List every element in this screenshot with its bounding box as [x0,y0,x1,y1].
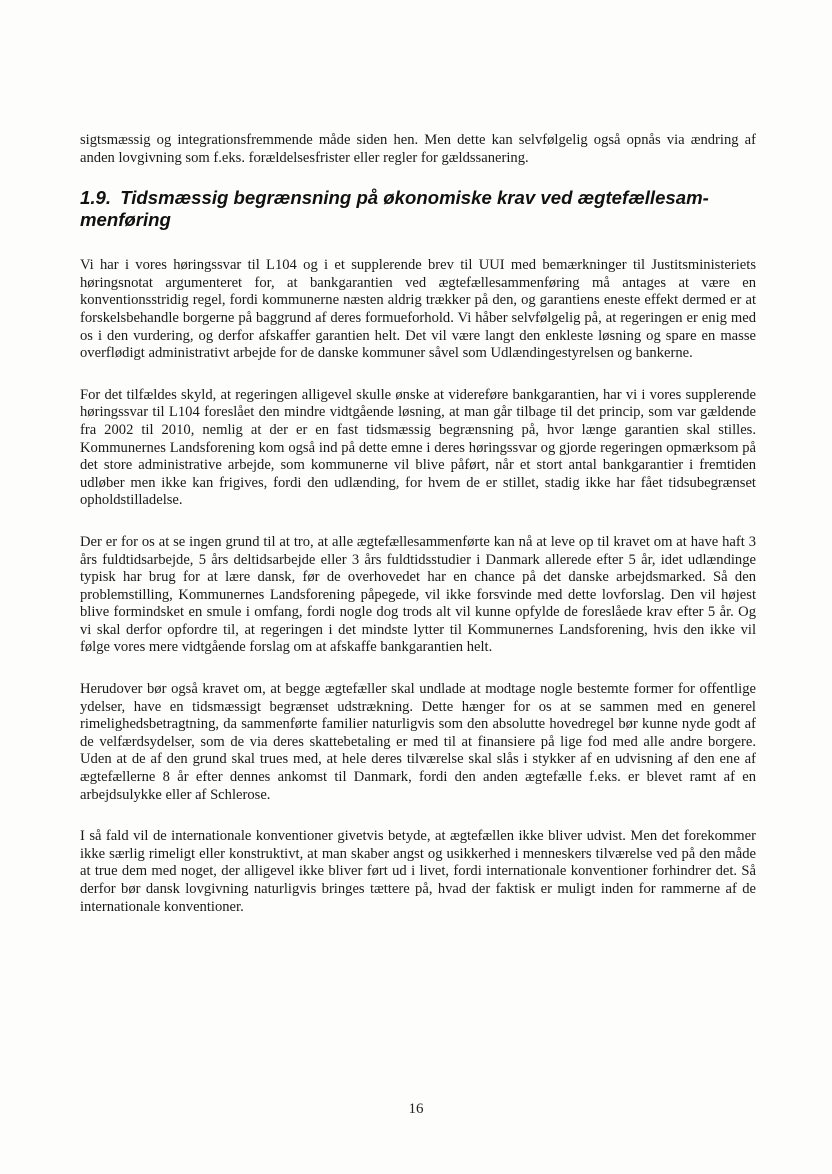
body-paragraph-5: I så fald vil de internationale konventioner givetvis betyde, at ægtefællen ikke bliver udvist. Men det forekommer ikke særlig rimeligt eller konstruktivt, at man skaber angst og usikkerhed i menneskers tilværelse ved på den måde at true dem med noget, der alligevel ikke bliver ført ud i livet, fordi internationale konventioner forhindrer det. Så derfor bør dansk lovgivning naturligvis bringes tættere på, hvad der faktisk er muligt inden for rammerne af de internationale konventioner. [80,828,756,915]
section-heading [80,187,756,231]
body-paragraph-1: Vi har i vores høringssvar til L104 og i et supplerende brev til UUI med bemærkninger til Justitsministeriets høringsnotat argumenteret for, at bankgarantien ved ægtefællesammenføring må antages at være en konventionsstridig regel, fordi kommunerne næsten aldrig trækker på den, og garantiens eneste effekt dermed er at forskelsbehandle borgerne på baggrund af deres formueforhold. Vi håber selvfølgelig på, at regeringen er enig med os i den vurdering, og derfor afskaffer garantien helt. Det vil være langt den enkleste løsning og spare en masse overflødigt administrativt arbejde for de danske kommuner såvel som Udlændingestyrelsen og bankerne. [80,257,756,362]
body-paragraph-3: Der er for os at se ingen grund til at tro, at alle ægtefællesammenførte kan nå at leve op til kravet om at have haft 3 års fuldtidsarbejde, 5 års deltidsarbejde eller 3 års fuldtidsstudier i Danmark allerede efter 5 år, idet udlændinge typisk har brug for at lære dansk, før de overhovedet har en chance på det danske arbejdsmarked. Så den problemstilling, Kommunernes Landsforening påpegede, vil ikke forsvinde med dette lovforslag. Den vil højest blive formindsket en smule i omfang, fordi nogle dog trods alt vil kunne opfylde de foreslåede krav efter 5 år. Og vi skal derfor opfordre til, at regeringen i det mindste lytter til Kommunernes Landsforening, hvis den ikke vil følge vores mere vidtgående forslag om at afskaffe bankgarantien helt. [80,533,756,656]
body-paragraph-4: Herudover bør også kravet om, at begge ægtefæller skal undlade at modtage nogle bestemte former for offentlige ydelser, have en tidsmæssigt begrænset udstrækning. Dette hænger for os at se sammen med en generel rimelighedsbetragtning, da sammenførte familier naturligvis som den absolutte hovedregel bør kunne nyde godt af de velfærdsydelser, som de via deres skattebetaling er med til at finansiere på lige fod med alle andre borgere. Uden at de af den grund skal trues med, at hele deres tilværelse skal slås i stykker af en udvisning af den ene af ægtefællerne 8 år efter dennes ankomst til Danmark, fordi den anden ægtefælle f.eks. er blevet ramt af en arbejdsulykke eller af Schlerose. [80,681,756,803]
section-title: Tidsmæssig begrænsning på økonomiske krav ved ægtefællesam-menføring [80,187,709,231]
body-paragraph-2: For det tilfældes skyld, at regeringen alligevel skulle ønske at videreføre bankgarantien, har vi i vores supplerende høringssvar til L104 foreslået den mindre vidtgående løsning, at man går tilbage til det princip, som var gældende fra 2002 til 2010, nemlig at der er en fast tidsmæssig begrænsning på, hvor længe garantien skal stilles. Kommunernes Landsforening kom også ind på dette emne i deres høringssvar og gjorde regeringen opmærksom på det store administrative arbejde, som kommunerne vil blive påført, når et stort antal bankgarantier i fremtiden udløber men ikke kan frigives, fordi den udlænding, for hvem de er stillet, stadig ikke har fået tidsubegrænset opholdstilladelse. [80,386,756,509]
page-content [80,132,756,940]
page-number: 16 [408,1101,424,1117]
intro-paragraph: sigtsmæssig og integrationsfremmende måde siden hen. Men dette kan selvfølgelig også opnås via ændring af anden lovgivning som f.eks. forældelsesfrister eller regler for gældssanering. [80,132,756,166]
section-number: 1.9. [80,187,112,209]
